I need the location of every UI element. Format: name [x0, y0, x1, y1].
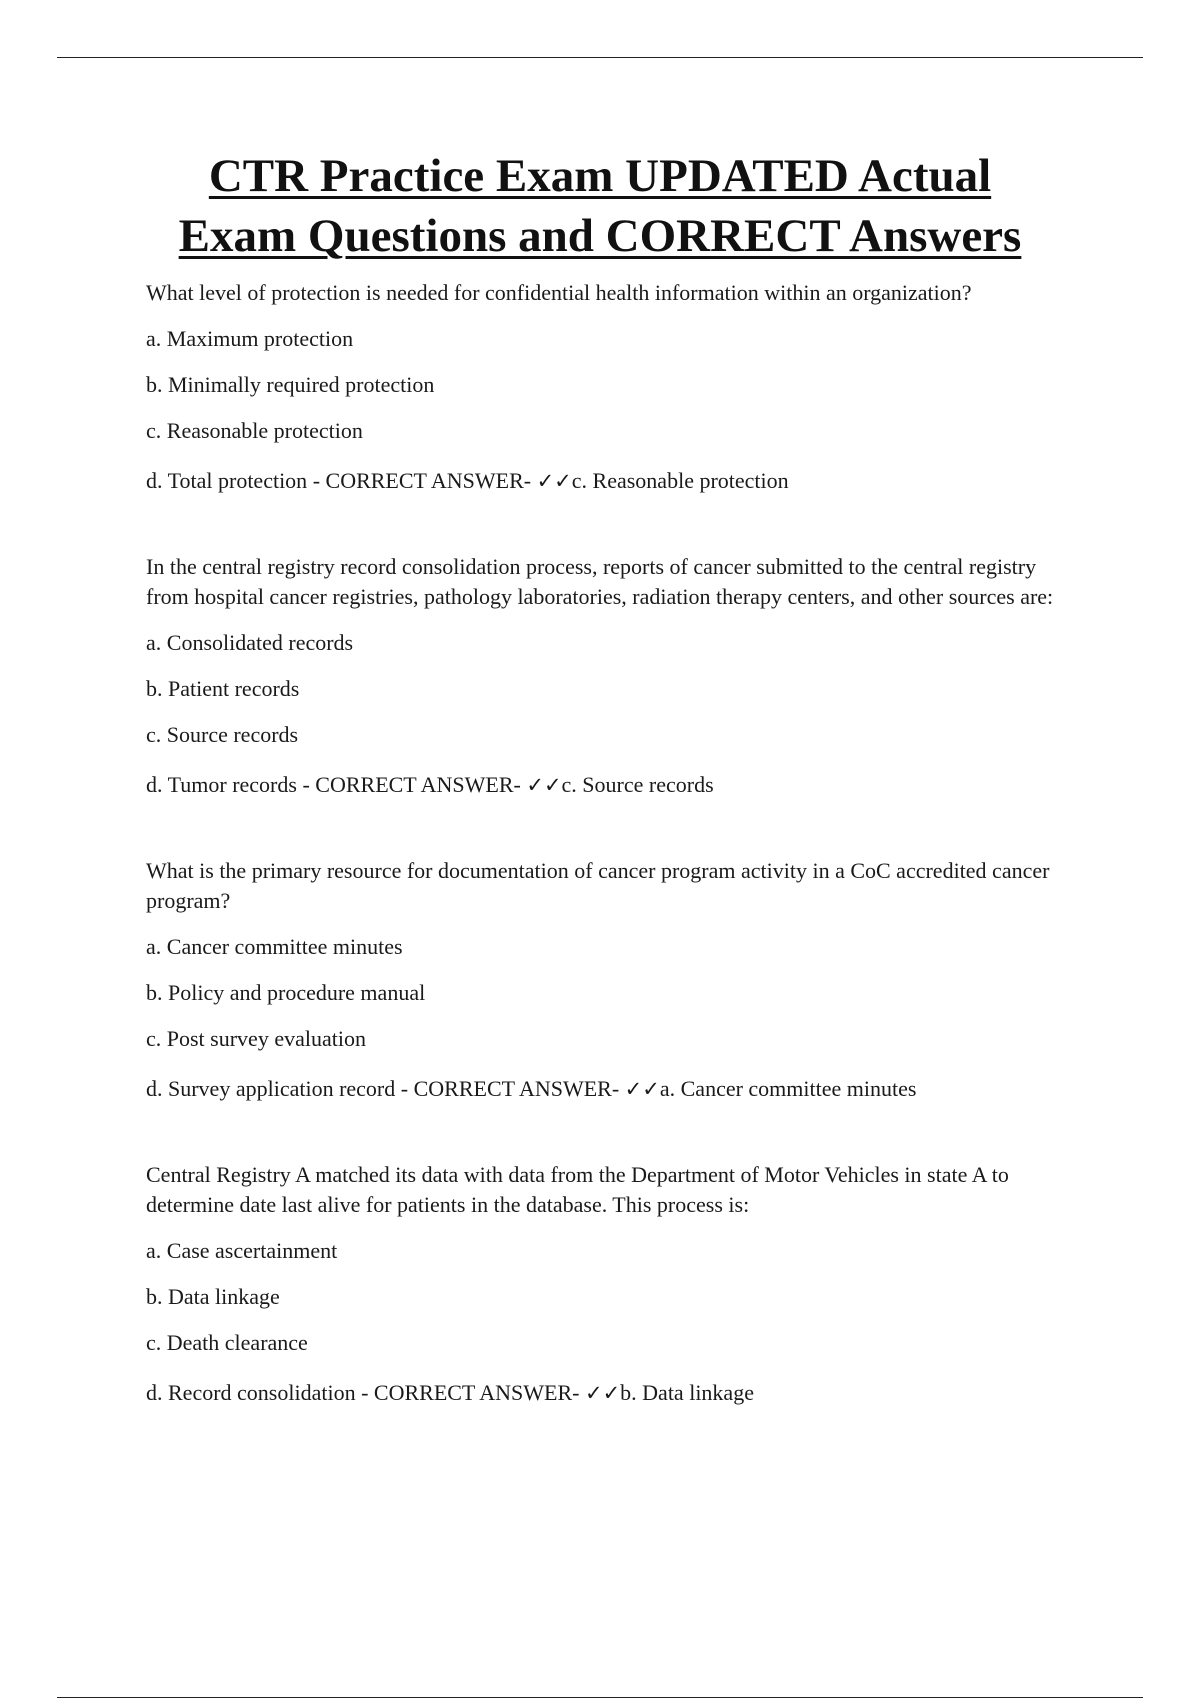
- option-d: d. Total protection: [146, 468, 308, 493]
- correct-answer: c. Reasonable protection: [571, 468, 789, 493]
- option-d-with-answer: d. Tumor records - CORRECT ANSWER- ✓✓c. Source records: [146, 772, 714, 797]
- correct-answer-marker: CORRECT ANSWER-: [373, 1380, 580, 1405]
- option-d-with-answer: d. Survey application record - CORRECT ANSWER- ✓✓a. Cancer committee minutes: [146, 1076, 917, 1101]
- check-icon: ✓✓: [624, 1077, 660, 1101]
- check-icon: ✓✓: [536, 469, 572, 493]
- page-title: [0, 146, 1200, 266]
- option-c: c. Death clearance: [146, 1330, 308, 1355]
- question-text: Central Registry A matched its data with data from the Department of Motor Vehicles in state A to determine date last alive for patients in the database. This process is:: [146, 1162, 1009, 1217]
- option-a: a. Cancer committee minutes: [146, 934, 403, 959]
- option-c: c. Reasonable protection: [146, 418, 363, 443]
- question-list: [146, 278, 1076, 1464]
- top-rule: [57, 57, 1143, 58]
- option-c: c. Source records: [146, 722, 299, 747]
- correct-answer-marker: CORRECT ANSWER-: [325, 468, 532, 493]
- option-d: d. Survey application record: [146, 1076, 396, 1101]
- option-a: a. Maximum protection: [146, 326, 354, 351]
- option-c: c. Post survey evaluation: [146, 1026, 366, 1051]
- question-text: What is the primary resource for documentation of cancer program activity in a CoC accredited cancer program?: [146, 858, 1050, 913]
- option-b: b. Data linkage: [146, 1284, 280, 1309]
- option-a: a. Consolidated records: [146, 630, 354, 655]
- check-icon: ✓✓: [526, 773, 562, 797]
- question-text: What level of protection is needed for confidential health information within an organization?: [146, 280, 972, 305]
- check-icon: ✓✓: [584, 1381, 621, 1405]
- title-line-1: CTR Practice Exam UPDATED Actual: [208, 150, 992, 202]
- option-b: b. Minimally required protection: [146, 372, 435, 397]
- option-b: b. Patient records: [146, 676, 300, 701]
- option-a: a. Case ascertainment: [146, 1238, 338, 1263]
- correct-answer: b. Data linkage: [620, 1380, 754, 1405]
- question-block: [146, 278, 1076, 496]
- option-b: b. Policy and procedure manual: [146, 980, 426, 1005]
- question-text: In the central registry record consolidation process, reports of cancer submitted to the central registry from hospital cancer registries, pathology laboratories, radiation therapy centers, and other sources are:: [146, 554, 1054, 609]
- question-block: [146, 552, 1076, 800]
- question-block: [146, 1160, 1076, 1408]
- correct-answer-marker: CORRECT ANSWER-: [315, 772, 521, 797]
- title-line-2: Exam Questions and CORRECT Answers: [178, 210, 1022, 262]
- option-d: d. Tumor records: [146, 772, 297, 797]
- question-block: [146, 856, 1076, 1104]
- option-d-with-answer: d. Total protection - CORRECT ANSWER- ✓✓c. Reasonable protection: [146, 468, 789, 493]
- bottom-rule: [57, 1697, 1143, 1698]
- correct-answer: a. Cancer committee minutes: [659, 1076, 917, 1101]
- correct-answer-marker: CORRECT ANSWER-: [413, 1076, 620, 1101]
- correct-answer: c. Source records: [561, 772, 714, 797]
- option-d: d. Record consolidation: [146, 1380, 356, 1405]
- option-d-with-answer: d. Record consolidation - CORRECT ANSWER- ✓✓b. Data linkage: [146, 1380, 754, 1405]
